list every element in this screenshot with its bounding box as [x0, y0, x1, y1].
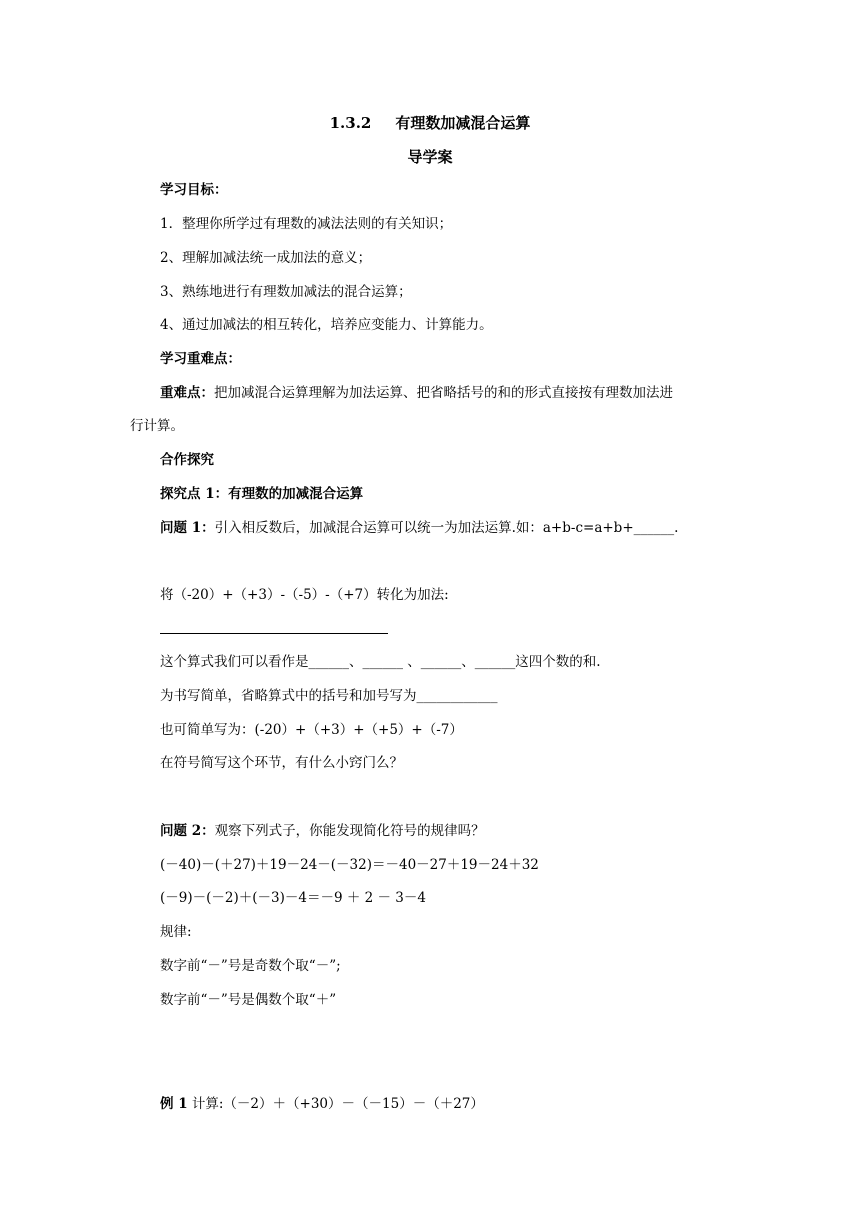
document-title — [0, 113, 860, 133]
objective-item-1: 1．整理你所学过有理数的减法法则的有关知识； — [160, 216, 453, 232]
section-number: 1.3.2 — [329, 114, 372, 132]
document-subtitle: 导学案 — [407, 148, 453, 166]
key-points-continuation: 行计算。 — [130, 418, 184, 434]
rule-even: 数字前“－”号是偶数个取“＋” — [160, 992, 337, 1008]
question-1-simplify: 为书写简单，省略算式中的括号和加号写为____________ — [160, 688, 498, 704]
example-1 — [160, 1094, 484, 1114]
key-points-paragraph — [160, 383, 673, 403]
question-1-short-form: 也可简单写为：(-20）+（+3）+（+5）+（-7） — [160, 722, 463, 738]
key-points-label: 重难点： — [160, 385, 214, 401]
example-1-text: 计算:（－2）＋（+30）－（－15）－（＋27） — [187, 1096, 484, 1112]
question-1-text: 引入相反数后，加减混合运算可以统一为加法运算.如：a+b-c=a+b+______. — [214, 520, 679, 536]
explore-point-1: 探究点 1：有理数的加减混合运算 — [160, 486, 364, 502]
explore-heading: 合作探究 — [160, 452, 214, 468]
question-2-text: 观察下列式子，你能发现简化符号的规律吗？ — [214, 823, 485, 839]
question-2-equation-1: (－40)－(＋27)＋19－24－(－32)＝－40－27＋19－24＋32 — [160, 857, 539, 873]
question-1-convert: 将（-20）+（+3）-（-5）-（+7）转化为加法: — [160, 587, 449, 603]
question-1-four-numbers: 这个算式我们可以看作是______、______ 、______、______这四个数的和. — [160, 654, 601, 670]
question-2-equation-2: (－9)－(－2)＋(－3)－4＝－9 ＋ 2 － 3－4 — [160, 890, 426, 906]
title-text: 有理数加减混合运算 — [395, 114, 531, 132]
key-points-text: 把加减混合运算理解为加法运算、把省略括号的和的形式直接按有理数加法进 — [214, 385, 673, 401]
objective-item-2: 2、理解加减法统一成加法的意义； — [160, 250, 372, 266]
question-1 — [160, 518, 678, 538]
rule-odd: 数字前“－”号是奇数个取“－”; — [160, 958, 341, 974]
objectives-heading: 学习目标： — [160, 182, 228, 198]
question-2-label: 问题 2： — [160, 823, 215, 839]
example-1-label: 例 1 — [160, 1096, 188, 1112]
rule-heading: 规律: — [160, 924, 192, 940]
objective-item-4: 4、通过加减法的相互转化，培养应变能力、计算能力。 — [160, 317, 493, 333]
objective-item-3: 3、熟练地进行有理数加减法的混合运算； — [160, 284, 412, 300]
answer-blank-line — [160, 633, 388, 634]
question-2 — [160, 821, 485, 841]
key-points-heading: 学习重难点： — [160, 351, 241, 367]
question-1-label: 问题 1： — [160, 520, 215, 536]
question-1-tip: 在符号简写这个环节，有什么小窍门么？ — [160, 755, 403, 771]
